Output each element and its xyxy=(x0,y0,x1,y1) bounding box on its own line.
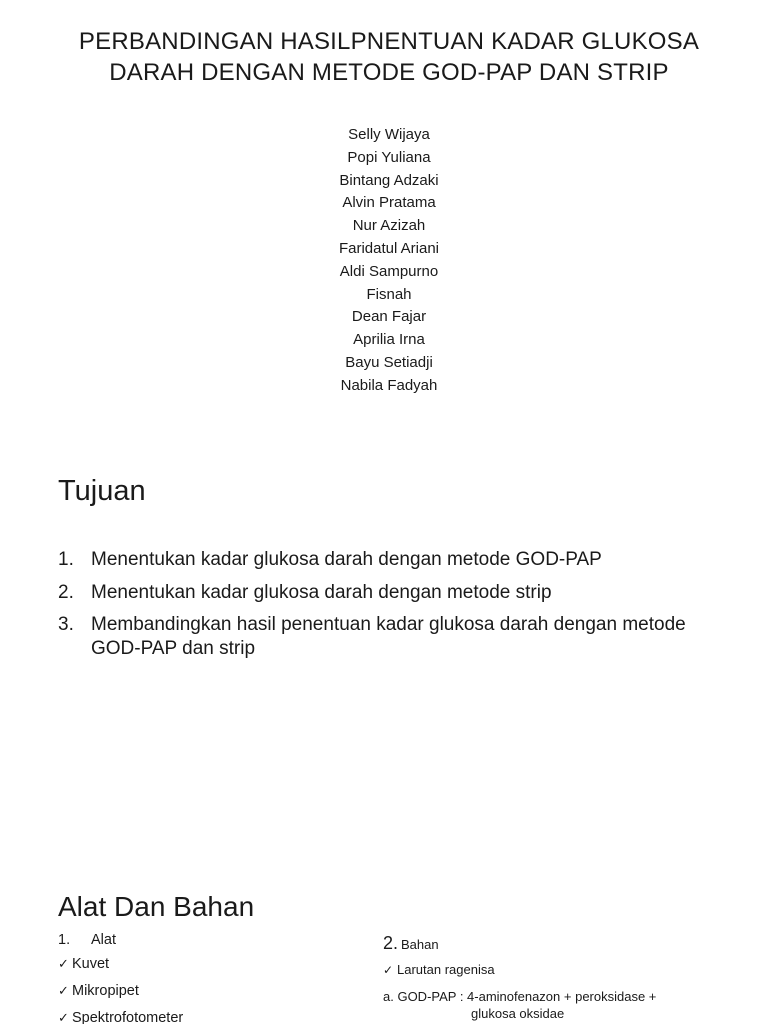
bahan-subheading xyxy=(383,930,723,956)
goal-list xyxy=(58,548,698,670)
goal-number: 3. xyxy=(58,614,74,635)
author-name: Selly Wijaya xyxy=(348,126,430,143)
author-name: Bayu Setiadji xyxy=(345,353,433,371)
tujuan-heading: Tujuan xyxy=(58,475,146,507)
document-title xyxy=(60,26,718,88)
alat-item-text: Spektrofotometer xyxy=(72,1010,184,1024)
author-name: Aprilia Irna xyxy=(353,331,425,349)
goal-text: Menentukan kadar glukosa darah dengan metode strip xyxy=(91,581,552,603)
alat-number: 1. xyxy=(58,932,71,948)
check-icon: ✓ xyxy=(58,1010,69,1024)
author-name: Alvin Pratama xyxy=(342,194,436,212)
bahan-column xyxy=(383,930,723,1022)
goal-item xyxy=(58,613,698,661)
author-name: Bintang Adzaki xyxy=(339,171,439,189)
goal-number: 1. xyxy=(58,549,74,570)
goal-number: 2. xyxy=(58,581,74,603)
author-name: Faridatul Ariani xyxy=(338,239,440,257)
author-name: Aldi Sampurno xyxy=(339,262,439,280)
alat-item xyxy=(58,950,358,977)
alat-label: Alat xyxy=(91,932,116,948)
check-icon: ✓ xyxy=(58,956,69,971)
alat-subheading xyxy=(58,930,358,950)
bahan-item-text: Larutan ragenisa xyxy=(397,962,495,977)
reagent-line-1: a. GOD-PAP : 4-aminofenazon + peroksidase + xyxy=(383,989,657,1004)
title-line-1: PERBANDINGAN HASILPNENTUAN KADAR GLUKOSA xyxy=(78,28,700,55)
alat-bahan-heading: Alat Dan Bahan xyxy=(58,891,255,922)
goal-item xyxy=(58,581,698,605)
author-name: Dean Fajar xyxy=(351,308,427,326)
alat-item-text: Mikropipet xyxy=(72,983,139,999)
bahan-number: 2. xyxy=(383,933,399,953)
check-icon: ✓ xyxy=(58,983,69,998)
reagent-line-2: glukosa oksidae xyxy=(471,1006,565,1021)
author-name: Nur Azizah xyxy=(352,217,426,235)
alat-item xyxy=(58,977,358,1004)
bahan-label: Bahan xyxy=(401,937,439,952)
bahan-item xyxy=(383,956,723,982)
alat-item-text: Kuvet xyxy=(72,956,110,972)
goal-text: Menentukan kadar glukosa darah dengan metode GOD-PAP xyxy=(91,549,602,570)
check-icon: ✓ xyxy=(383,963,394,977)
author-name: Nabila Fadyah xyxy=(340,376,438,394)
author-list xyxy=(230,124,548,398)
goal-text: Membandingkan hasil penentuan kadar glukosa darah dengan metode GOD-PAP dan strip xyxy=(91,614,686,659)
title-line-2: DARAH DENGAN METODE GOD-PAP DAN STRIP xyxy=(109,59,669,86)
goal-item xyxy=(58,548,698,572)
alat-item xyxy=(58,1004,358,1024)
alat-column xyxy=(58,930,358,1024)
author-name: Fisnah xyxy=(366,285,412,303)
author-name: Popi Yuliana xyxy=(347,148,431,166)
reagent-description xyxy=(383,988,723,1022)
